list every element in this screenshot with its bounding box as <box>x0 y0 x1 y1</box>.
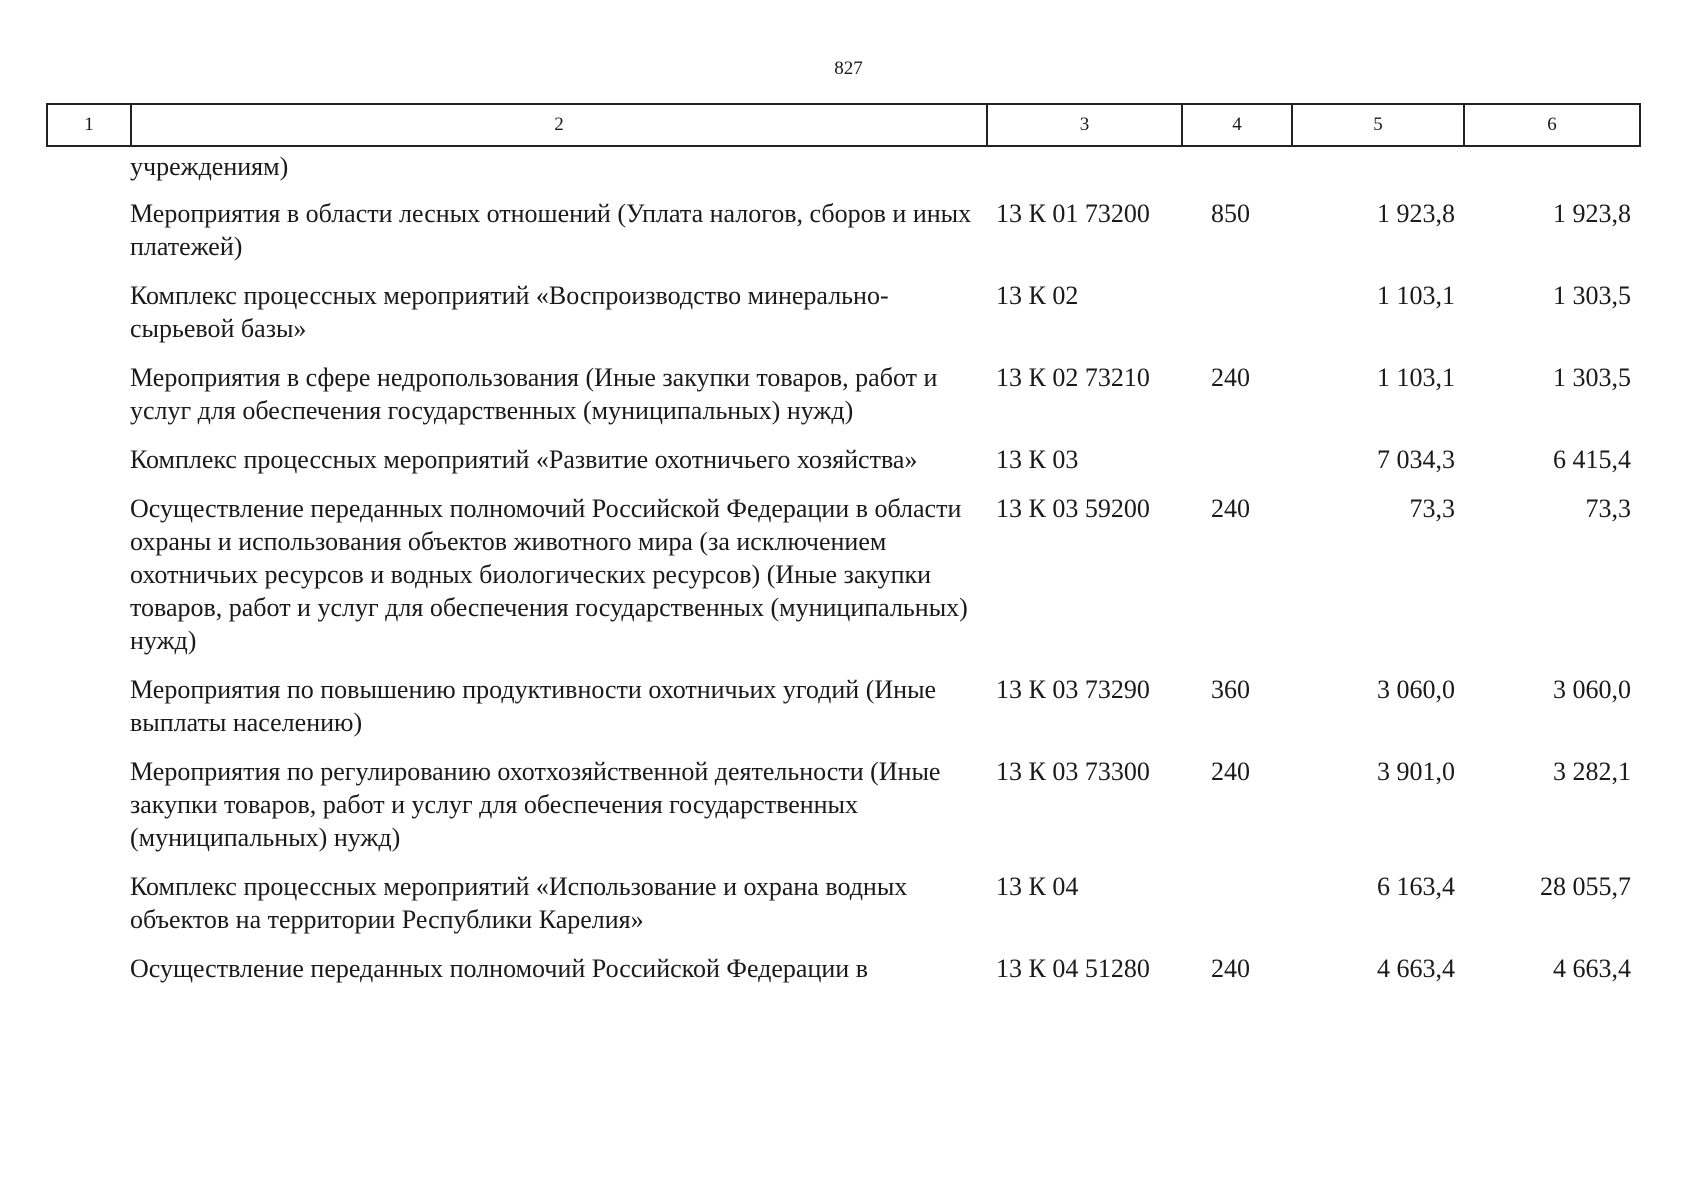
continuation-text: учреждениям) <box>130 152 289 181</box>
table-row <box>46 870 1639 936</box>
table-body <box>46 150 1639 1001</box>
row-name: Мероприятия в области лесных отношений (Уплата налогов, сборов и иных платежей) <box>130 199 972 261</box>
row-col1 <box>46 492 130 657</box>
row-code: 13 К 03 73300 <box>996 757 1150 786</box>
row-col1 <box>46 197 130 263</box>
column-header-5: 5 <box>1292 104 1464 146</box>
column-header-2: 2 <box>131 104 987 146</box>
row-code: 13 К 03 59200 <box>996 494 1150 523</box>
row-value-5: 73,3 <box>1409 494 1455 523</box>
row-value-6: 1 303,5 <box>1553 363 1631 392</box>
row-type: 240 <box>1211 363 1250 392</box>
row-value-5: 7 034,3 <box>1377 445 1455 474</box>
row-value-5: 1 103,1 <box>1377 363 1455 392</box>
row-value-5: 1 103,1 <box>1377 281 1455 310</box>
row-col1 <box>46 755 130 854</box>
row-col1 <box>46 673 130 739</box>
row-type: 240 <box>1211 494 1250 523</box>
row-value-6: 3 282,1 <box>1553 757 1631 786</box>
column-header-row <box>47 104 1640 146</box>
row-value-6: 1 303,5 <box>1553 281 1631 310</box>
row-name: Мероприятия по повышению продуктивности охотничьих угодий (Иные выплаты населению) <box>130 675 937 737</box>
row-type <box>1181 870 1291 936</box>
table-row <box>46 673 1639 739</box>
table-row <box>46 443 1639 476</box>
column-header-table <box>46 103 1641 147</box>
row-code: 13 К 03 <box>996 445 1079 474</box>
row-value-6: 3 060,0 <box>1553 675 1631 704</box>
row-code: 13 К 02 <box>996 281 1079 310</box>
row-value-5: 3 060,0 <box>1377 675 1455 704</box>
table-row <box>46 279 1639 345</box>
row-type: 240 <box>1211 757 1250 786</box>
row-type: 360 <box>1211 675 1250 704</box>
row-value-6: 6 415,4 <box>1553 445 1631 474</box>
row-code: 13 К 04 <box>996 872 1079 901</box>
column-header-3: 3 <box>987 104 1182 146</box>
row-name: Комплекс процессных мероприятий «Воспроизводство минерально-сырьевой базы» <box>130 281 889 343</box>
row-code: 13 К 02 73210 <box>996 363 1150 392</box>
row-type <box>1181 279 1291 345</box>
row-name: Осуществление переданных полномочий Российской Федерации в области охраны и использования объектов животного мира (за исключением охотничьих ресурсов и водных биологических ресурсов) (Иные закупки товаров, работ и услуг для обеспечения государственных (муниципальных) нужд) <box>130 494 968 655</box>
row-value-5: 1 923,8 <box>1377 199 1455 228</box>
table-row <box>46 952 1639 985</box>
row-name: Мероприятия в сфере недропользования (Иные закупки товаров, работ и услуг для обеспечения государственных (муниципальных) нужд) <box>130 363 938 425</box>
row-name: Осуществление переданных полномочий Российской Федерации в <box>130 954 868 983</box>
row-type: 850 <box>1211 199 1250 228</box>
row-value-6: 4 663,4 <box>1553 954 1631 983</box>
row-col1 <box>46 443 130 476</box>
column-header-6: 6 <box>1464 104 1640 146</box>
row-col1 <box>46 952 130 985</box>
table-row <box>46 755 1639 854</box>
page-number: 827 <box>834 58 863 79</box>
row-value-5: 3 901,0 <box>1377 757 1455 786</box>
row-value-6: 73,3 <box>1585 494 1631 523</box>
row-value-6: 1 923,8 <box>1553 199 1631 228</box>
row-col1 <box>46 279 130 345</box>
row-col1 <box>46 150 130 183</box>
row-value-5: 4 663,4 <box>1377 954 1455 983</box>
table-row <box>46 361 1639 427</box>
row-value-5: 6 163,4 <box>1377 872 1455 901</box>
table-row <box>46 197 1639 263</box>
table-row <box>46 492 1639 657</box>
row-value-6: 28 055,7 <box>1540 872 1631 901</box>
row-name: Мероприятия по регулированию охотхозяйственной деятельности (Иные закупки товаров, работ и услуг для обеспечения государственных (муниципальных) нужд) <box>130 757 941 852</box>
continuation-row <box>46 150 1639 183</box>
column-header-1: 1 <box>47 104 131 146</box>
row-col1 <box>46 870 130 936</box>
row-col1 <box>46 361 130 427</box>
row-name: Комплекс процессных мероприятий «Развитие охотничьего хозяйства» <box>130 445 918 474</box>
row-code: 13 К 01 73200 <box>996 199 1150 228</box>
column-header-4: 4 <box>1182 104 1292 146</box>
row-code: 13 К 03 73290 <box>996 675 1150 704</box>
row-code: 13 К 04 51280 <box>996 954 1150 983</box>
row-type: 240 <box>1211 954 1250 983</box>
row-type <box>1181 443 1291 476</box>
row-name: Комплекс процессных мероприятий «Использование и охрана водных объектов на территории Республики Карелия» <box>130 872 908 934</box>
